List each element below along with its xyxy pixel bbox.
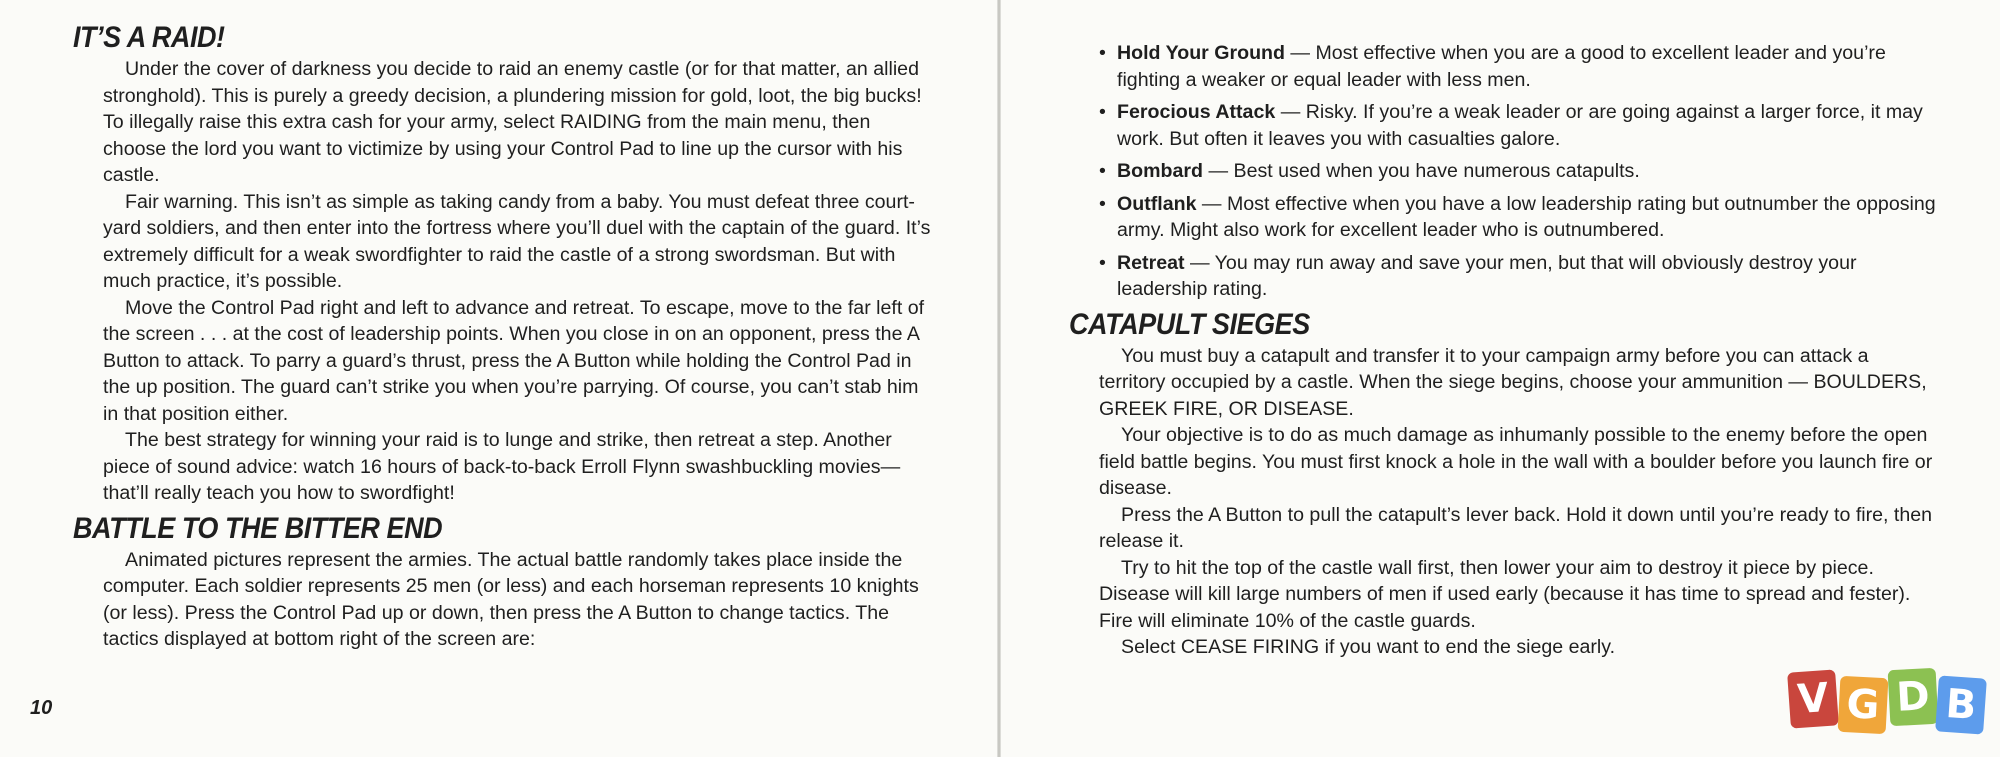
tactic-name: Hold Your Ground — [1117, 42, 1285, 64]
right-page — [1001, 0, 2000, 757]
tactic-name: Ferocious Attack — [1117, 101, 1276, 123]
battle-paragraph-1: Animated pictures represent the armies. The actual battle randomly takes place inside the computer. Each soldier represents 25 men (or less) and each horseman represents 10 knights (or less). Press the Control Pad up or down, then press the A Button to change tactics. The tactics displayed at bottom right of the screen are: — [103, 548, 919, 650]
raid-heading: IT’S A RAID! — [73, 21, 225, 54]
logo-tile-v: V — [1787, 669, 1839, 728]
catapult-paragraph-1: You must buy a catapult and transfer it to your campaign army before you can attack a territory occupied by a castle. When the siege begins, choose your ammunition — BOULDERS, GREEK FIRE, OR DISEASE. — [1099, 344, 1927, 420]
catapult-paragraph-2: Your objective is to do as much damage as inhumanly possible to the enemy before the open field battle begins. You must first knock a hole in the wall with a boulder before you launch fire or disease. — [1099, 424, 1933, 499]
logo-tile-b: B — [1935, 675, 1987, 734]
right-column — [1069, 40, 1939, 661]
catapult-paragraph-4: Try to hit the top of the castle wall first, then lower your aim to destroy it piece by piece. Disease will kill large numbers of men if used early (because it has time to spread and fester). Fire will eliminate 10% of the castle guards. — [1099, 556, 1911, 632]
tactic-name: Retreat — [1117, 251, 1185, 274]
raid-paragraph-4: The best strategy for winning your raid is to lunge and strike, then retreat a step. Another piece of sound advice: watch 16 hours of back-to-back Erroll Flynn swashbuckling movies—that’ll really teach you how to swordfight! — [103, 429, 901, 504]
tactics-list — [1099, 40, 1939, 303]
tactic-description: — Best used when you have numerous catapults. — [1203, 160, 1640, 182]
vgdb-watermark-logo — [1789, 669, 1985, 733]
bullet-icon: • — [1099, 42, 1106, 64]
tactic-item — [1099, 250, 1939, 303]
left-page — [0, 0, 998, 757]
raid-paragraph-3: Move the Control Pad right and left to advance and retreat. To escape, move to the far left of the screen . . . at the cost of leadership points. When you close in on an opponent, press the A Button to attack. To parry a guard’s thrust, press the A Button while holding the Control Pad in the up position. The guard can’t strike you when you’re parrying. Of course, you can’t stab him in that position either. — [103, 296, 925, 425]
tactic-description: — Most effective when you have a low leadership rating but outnumber the opposing army. Might also work for excellent leader who is outnumbered. — [1117, 192, 1936, 241]
tactic-description: — Risky. If you’re a weak leader or are going against a larger force, it may work. But often it leaves you with casualties galore. — [1117, 101, 1923, 150]
page-number: 10 — [30, 697, 53, 719]
tactic-item — [1099, 158, 1939, 185]
logo-tile-d: D — [1888, 668, 1939, 726]
catapult-paragraph-3: Press the A Button to pull the catapult’s lever back. Hold it down until you’re ready to fire, then release it. — [1099, 503, 1933, 552]
tactic-description: — You may run away and save your men, but that will obviously destroy your leadership rating. — [1117, 251, 1857, 300]
tactic-description: — Most effective when you are a good to excellent leader and you’re fighting a weaker or equal leader with less men. — [1117, 42, 1886, 91]
bullet-icon: • — [1099, 251, 1106, 274]
catapult-heading: CATAPULT SIEGES — [1069, 307, 1310, 341]
left-column — [73, 20, 938, 653]
catapult-paragraph-5: Select CEASE FIRING if you want to end the siege early. — [1121, 636, 1616, 658]
bullet-icon: • — [1099, 192, 1106, 215]
tactic-item — [1099, 191, 1939, 244]
raid-body — [103, 56, 938, 507]
battle-heading: BATTLE TO THE BITTER END — [73, 511, 443, 545]
catapult-body — [1099, 343, 1939, 661]
bullet-icon: • — [1099, 160, 1106, 182]
bullet-icon: • — [1099, 101, 1106, 123]
raid-paragraph-2: Fair warning. This isn’t as simple as taking candy from a baby. You must defeat three court-yard soldiers, and then enter into the fortress where you’ll duel with the captain of the guard. It’s extremely difficult for a weak swordfighter to raid the castle of a strong swordsman. But with much practice, it’s possible. — [103, 190, 931, 292]
logo-tile-g: G — [1838, 676, 1889, 734]
tactic-name: Bombard — [1117, 160, 1204, 182]
raid-paragraph-1: Under the cover of darkness you decide to raid an enemy castle (or for that matter, an allied stronghold). This is purely a greedy decision, a plundering mission for gold, loot, the big bucks! To illegally raise this extra cash for your army, select RAIDING from the main menu, then choose the lord you want to victimize by using your Control Pad to line up the cursor with his castle. — [103, 58, 922, 186]
tactic-item — [1099, 40, 1939, 93]
battle-body — [103, 547, 938, 653]
tactic-item — [1099, 99, 1939, 152]
tactic-name: Outflank — [1117, 192, 1197, 215]
